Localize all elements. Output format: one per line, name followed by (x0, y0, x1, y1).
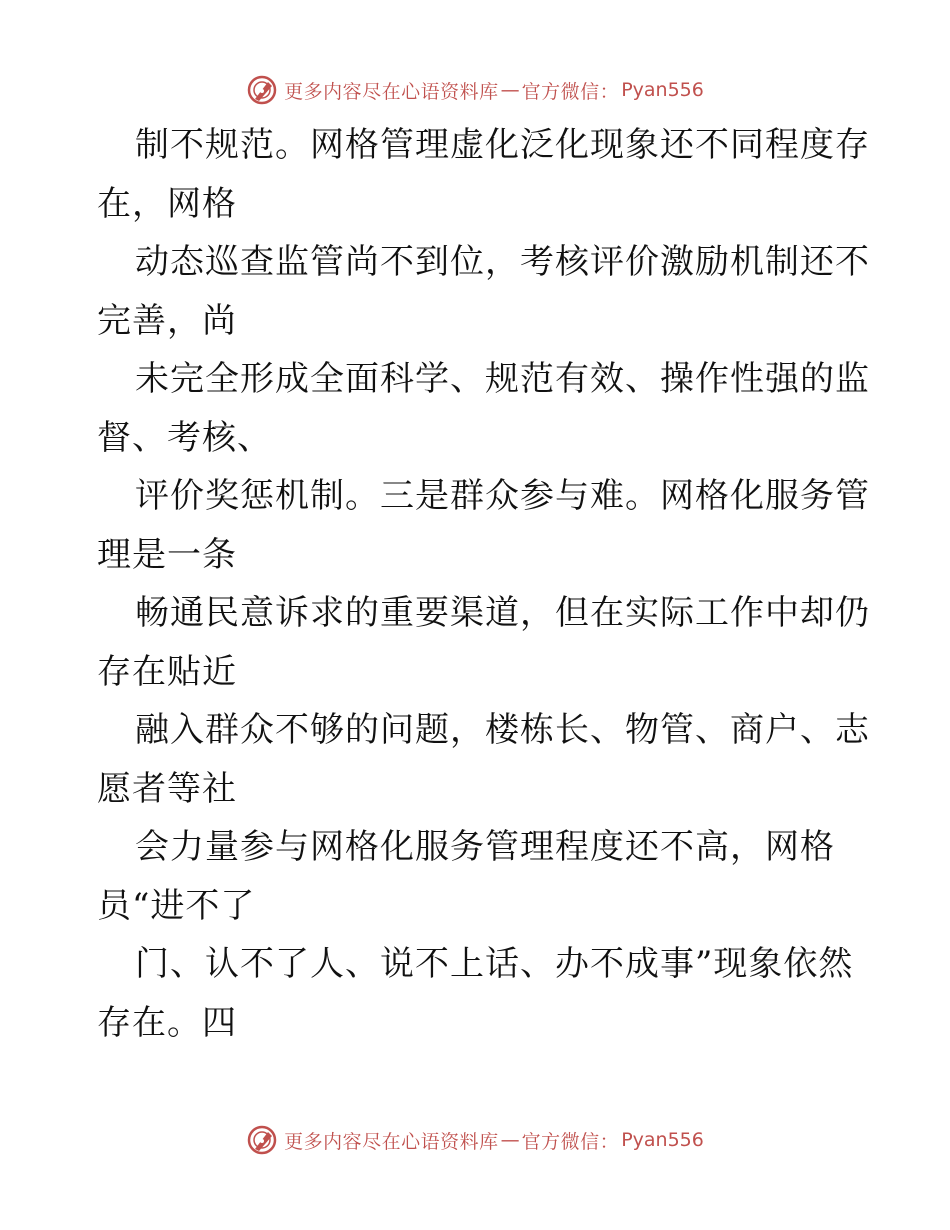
watermark-separator: — (500, 1129, 520, 1151)
text-line: 员“进不了 (97, 885, 256, 926)
text-line: 畅通民意诉求的重要渠道，但在实际工作中却仍 (135, 593, 870, 633)
text-line: 督、考核、 (97, 417, 272, 458)
watermark-id: Pyan556 (621, 1129, 704, 1151)
text-line: 未完全形成全面科学、规范有效、操作性强的监 (135, 359, 870, 399)
text-line: 制不规范。网格管理虚化泛化现象还不同程度存 (135, 125, 870, 165)
footer-watermark (0, 1120, 950, 1160)
watermark-separator: — (500, 79, 520, 101)
watermark-text: 更多内容尽在心语资料库 (284, 1130, 499, 1153)
watermark-id: Pyan556 (621, 79, 704, 101)
text-line: 存在。四 (97, 1002, 237, 1043)
text-line: 在，网格 (97, 183, 237, 224)
pen-nib-logo-icon (246, 1124, 278, 1156)
watermark-text: 更多内容尽在心语资料库 (284, 80, 499, 103)
pen-nib-logo-icon (246, 74, 278, 106)
text-line: 评价奖惩机制。三是群众参与难。网格化服务管 (135, 476, 870, 516)
text-line: 融入群众不够的问题，楼栋长、物管、商户、志 (135, 710, 870, 750)
text-line: 动态巡查监管尚不到位，考核评价激励机制还不 (135, 242, 870, 282)
text-line: 会力量参与网格化服务管理程度还不高，网格 (135, 827, 835, 867)
watermark-label: 官方微信： (521, 1130, 620, 1153)
text-line: 愿者等社 (97, 768, 237, 809)
watermark-label: 官方微信： (521, 80, 620, 103)
text-line: 门、认不了人、说不上话、办不成事”现象依然 (135, 944, 854, 984)
document-body (97, 116, 870, 1052)
text-line: 存在贴近 (97, 651, 237, 692)
text-line: 完善，尚 (97, 300, 237, 341)
header-watermark (0, 70, 950, 110)
text-line: 理是一条 (97, 534, 237, 575)
